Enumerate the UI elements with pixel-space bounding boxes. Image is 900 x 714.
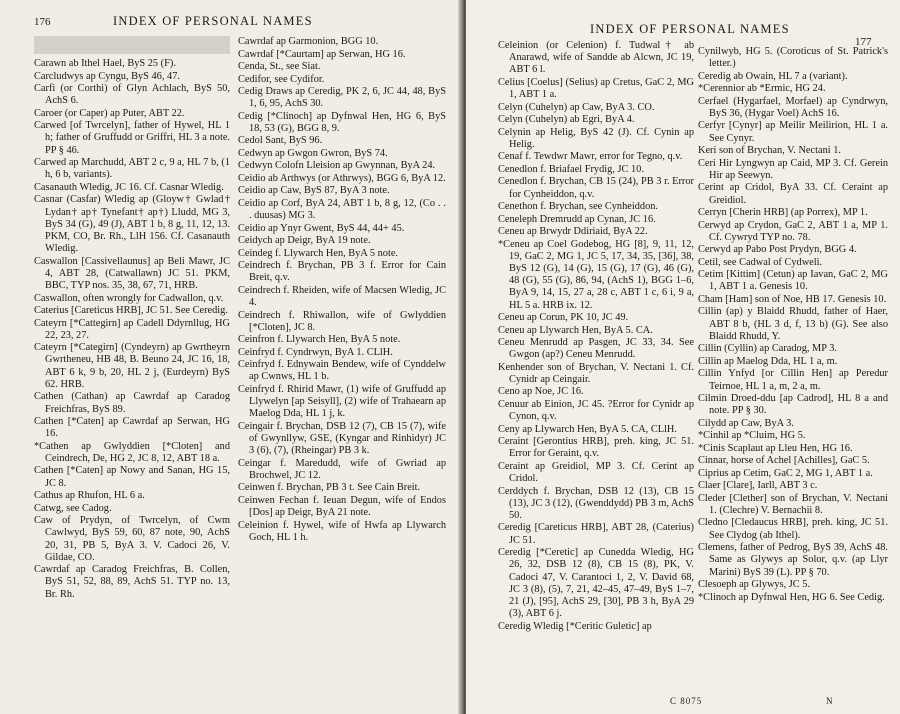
index-entry: Ceidio ap Corf, ByA 24, ABT 1 b, 8 g, 12, (Co . . . duusas) MG 3. bbox=[238, 197, 446, 222]
index-entry: Ceinwen Fechan f. Ieuan Degun, wife of Endos [Dos] ap Deigr, ByA 21 note. bbox=[238, 494, 446, 519]
index-entry: Cerryn [Cherin HRB] (ap Porrex), MP 1. bbox=[698, 207, 868, 219]
index-entry: Ceidych ap Deigr, ByA 19 note. bbox=[238, 235, 371, 247]
index-entry: Cawrdaf ap Garmonion, BGG 10. bbox=[238, 36, 379, 47]
right-page bbox=[466, 0, 900, 714]
index-entry: Ceidio ap Ynyr Gwent, ByS 44, 44+ 45. bbox=[238, 222, 405, 234]
index-entry: Cedwyn ap Gwgon Gwron, ByS 74. bbox=[238, 147, 388, 159]
index-entry: Keri son of Brychan, V. Nectani 1. bbox=[698, 145, 841, 157]
index-entry: Ciprius ap Cetim, GaC 2, MG 1, ABT 1 a. bbox=[698, 467, 873, 479]
index-entry: Cenuur ab Einion, JC 45. ?Error for Cynidr ap Cynon, q.v. bbox=[498, 398, 694, 423]
index-entry: Ceredig [Careticus HRB], ABT 28, (Caterius) JC 51. bbox=[498, 522, 694, 546]
index-entry: *Ceneu ap Coel Godebog, HG [8], 9, 11, 12, 19, GaC 2, MG 1, JC 5, 17, 34, 35, [36], 38, ByS 12 (G), 14 (G), 15 (G), 17 (G), 46 (G), 48 (G), 55 (G), 86, 94, (AchS 1), BGG 1–6, ByA 9, 14, 15, 27 a, 28 c, ABT 1 c, 6 i, 9 a, HL 5 a. HRB ix. 12. bbox=[498, 238, 694, 311]
index-entry: *Cerennior ab *Ermic, HG 24. bbox=[698, 83, 826, 95]
index-entry: Ceindrech f. Rhiwallon, wife of Gwlyddien [*Cloten], JC 8. bbox=[238, 309, 446, 333]
running-head-left: INDEX OF PERSONAL NAMES bbox=[113, 14, 313, 28]
index-column-left-1 bbox=[34, 58, 230, 601]
index-entry: Cateyrn [*Cattegirn] ap Cadell Ddyrnllug, HG 22, 23, 27. bbox=[34, 317, 230, 341]
index-column-left-2 bbox=[238, 36, 446, 544]
index-entry: Cetil, see Cadwal of Cydweli. bbox=[698, 256, 823, 268]
index-entry: Carwed [of Twrcelyn], father of Hywel, HL 1 h; father of Gruffudd or Griffri, HL 3 a note. PP § 46. bbox=[34, 120, 230, 156]
index-entry: Ceidio ab Arthwys (or Athrwys), BGG 6, ByA 12. bbox=[238, 172, 446, 184]
index-entry: Ceinfryd f. Cyndrwyn, ByA 1. CLlH. bbox=[238, 346, 393, 358]
index-entry: Cedifor, see Cydifor. bbox=[238, 73, 325, 85]
signature-mark: C 8075 bbox=[670, 696, 703, 706]
index-entry: Celeinion (or Celenion) f. Tudwal† ab Anarawd, wife of Sandde ab Alcwn, JC 19, ABT 6 l. bbox=[498, 40, 694, 76]
index-entry: Ceinfryd f. Ednywain Bendew, wife of Cynddelw ap Cwnws, HL 1 b. bbox=[238, 359, 446, 383]
index-entry: Caswallon [Cassivellaunus] ap Beli Mawr, JC 4, ABT 28, (Catwallawn) JC 51. PKM, BBC, TYP nos. 35, 38, 67, 71, HRB. bbox=[34, 255, 230, 292]
index-entry: Ceinfron f. Llywarch Hen, ByA 5 note. bbox=[238, 334, 401, 346]
index-entry: Celeinion f. Hywel, wife of Hwfa ap Llywarch Goch, HL 1 h. bbox=[238, 519, 446, 543]
index-entry: Cetim [Kittim] (Cetun) ap Iavan, GaC 2, MG 1, ABT 1 a. Genesis 10. bbox=[698, 269, 888, 293]
index-entry: Cynilwyb, HG 5. (Coroticus of St. Patrick's letter.) bbox=[698, 46, 888, 70]
index-entry: Caroer (or Caper) ap Puter, ABT 22. bbox=[34, 107, 185, 119]
index-entry: Carcludwys ap Cyngu, ByS 46, 47. bbox=[34, 70, 180, 82]
index-entry: *Clinoch ap Dyfnwal Hen, HG 6. See Cedig. bbox=[698, 591, 885, 603]
index-entry: Celius [Coelus] (Selius) ap Cretus, GaC 2, MG 1, ABT 1 a. bbox=[498, 76, 694, 101]
page-number-left: 176 bbox=[34, 16, 51, 28]
index-entry: Cenaf f. Tewdwr Mawr, error for Tegno, q.v. bbox=[498, 151, 683, 163]
index-entry: Ceredig [*Ceretic] ap Cunedda Wledig, HG 26, 32, DSB 12 (8), CB 15 (8), PK, V. Cadoci 47, V. Carantoci 1, 2, V. David 68, JC 3 (8), (5), 7, 21, 42–45, 47–49, ByS 1–7, 21 (J), [95], AchS 29, [30], PB 3 h, ByA 29 (3), ABT 6 j. bbox=[498, 547, 694, 620]
index-entry: Ceri Hir Lyngwyn ap Caid, MP 3. Cf. Gerein Hir ap Seewyn. bbox=[698, 157, 888, 181]
index-entry: Cerfael (Hygarfael, Morfael) ap Cyndrwyn, ByS 36, (Hygar Voel) AchS 16. bbox=[698, 95, 888, 119]
index-entry: Celynin ap Helig, ByS 42 (J). Cf. Cynin ap Helig. bbox=[498, 126, 694, 150]
page-number-right: 177 bbox=[855, 36, 872, 48]
index-entry: Cathen [*Caten] ap Nowy and Sanan, HG 15, JC 8. bbox=[34, 465, 230, 489]
index-column-right-2 bbox=[698, 46, 888, 604]
index-entry: Cedig [*Clinoch] ap Dyfnwal Hen, HG 6, ByS 18, 53 (G), BGG 8, 9. bbox=[238, 110, 446, 134]
index-entry: Cerfyr [Cynyr] ap Meilir Meilirion, HL 1 a. See Cynyr. bbox=[698, 120, 888, 144]
index-entry: Cathen (Cathan) ap Cawrdaf ap Caradog Freichfras, ByS 89. bbox=[34, 391, 230, 415]
index-entry: Cham [Ham] son of Noe, HB 17. Genesis 10. bbox=[698, 293, 887, 305]
index-entry: Cillin (ap) y Blaidd Rhudd, father of Haer, ABT 8 b, (HL 3 d, f, 13 b) (G). See also Blaidd Rhudd, Y. bbox=[698, 306, 888, 342]
index-entry: Ceneu Menrudd ap Pasgen, JC 33, 34. See Gwgon (ap?) Ceneu Menrudd. bbox=[498, 337, 694, 361]
index-entry: Caterius [Careticus HRB], JC 51. See Ceredig. bbox=[34, 305, 228, 317]
index-entry: Ceredig ab Owain, HL 7 a (variant). bbox=[698, 70, 848, 82]
index-entry: Cerddych f. Brychan, DSB 12 (13), CB 15 (13), JC 3 (12), (Gwenddydd) PB 3 m, AchS 50. bbox=[498, 485, 694, 521]
running-head-right: INDEX OF PERSONAL NAMES bbox=[590, 22, 790, 36]
index-entry: Claer [Clare], Iarll, ABT 3 c. bbox=[698, 480, 818, 492]
index-entry: Ceingar f. Maredudd, wife of Gwriad ap Brochwel, JC 12. bbox=[238, 457, 446, 481]
index-entry: Ceidio ap Caw, ByS 87, ByA 3 note. bbox=[238, 185, 390, 197]
index-entry: Casnar (Casfar) Wledig ap (Gloyw† Gwlad† Lydan† ap† Tynefant† ap†) Lludd, MG 3, ByS 34 (G), 49 (J), ABT 1 b, 8 g, 11, 12, 13. PKM, CO, Br. Rh., LlH 156. Cf. Casanauth Wledig. bbox=[34, 194, 230, 255]
index-entry: Ceneu ap Brwydr Ddiriaid, ByA 22. bbox=[498, 226, 648, 238]
index-entry: Celyn (Cuhelyn) ap Caw, ByA 3. CO. bbox=[498, 101, 655, 113]
index-entry: Ceraint [Gerontius HRB], preh. king, JC 51. Error for Geraint, q.v. bbox=[498, 436, 694, 460]
index-entry: Caw of Prydyn, of Twrcelyn, of Cwm Cawlwyd, ByS 59, 60, 87 note, 90, AchS 20, 31, PB 5, ByA 3. V. Cadoci 26, V. Gildae, CO. bbox=[34, 515, 230, 563]
index-entry: Ceredig Wledig [*Ceritic Guletic] ap bbox=[498, 620, 652, 632]
index-entry: Clesoeph ap Glywys, JC 5. bbox=[698, 579, 811, 591]
index-entry: Casanauth Wledig, JC 16. Cf. Casnar Wledig. bbox=[34, 181, 224, 193]
index-entry: Ceneu ap Corun, PK 10, JC 49. bbox=[498, 312, 629, 324]
index-entry: Cillin (Cyllin) ap Caradog, MP 3. bbox=[698, 343, 837, 355]
index-entry: Ceindrech f. Brychan, PB 3 f. Error for Cain Breit, q.v. bbox=[238, 260, 446, 284]
index-entry: Cenethon f. Brychan, see Cynheiddon. bbox=[498, 201, 659, 213]
index-entry: Cilydd ap Caw, ByA 3. bbox=[698, 417, 794, 429]
index-entry: Cillin Ynfyd [or Cillin Hen] ap Peredur Teirnoe, HL 1 a, m, 2 a, m. bbox=[698, 368, 888, 392]
index-entry: *Cathen ap Gwlyddien [*Cloten] and Ceindrech, De, HG 2, JC 8, 12, ABT 18 a. bbox=[34, 440, 230, 464]
index-entry: Ceinwen f. Brychan, PB 3 t. See Cain Breit. bbox=[238, 482, 421, 494]
index-entry: *Cinis Scaplaut ap Lleu Hen, HG 16. bbox=[698, 442, 853, 454]
signature-letter: N bbox=[826, 696, 834, 706]
index-entry: Caswallon, often wrongly for Cadwallon, q.v. bbox=[34, 292, 224, 304]
index-entry: *Cinhil ap *Cluim, HG 5. bbox=[698, 430, 806, 442]
index-entry: Cillin ap Maelog Dda, HL 1 a, m. bbox=[698, 355, 838, 367]
index-column-right-1 bbox=[498, 40, 694, 633]
index-entry: Cawrdaf [*Caurtam] ap Serwan, HG 16. bbox=[238, 48, 406, 60]
index-entry: Catwg, see Cadog. bbox=[34, 502, 112, 514]
index-entry: Carfi (or Corthi) of Glyn Achlach, ByS 50, AchS 6. bbox=[34, 83, 230, 107]
index-entry: Cledno [Cledaucus HRB], preh. king, JC 51. See Clydog (ab Ithel). bbox=[698, 517, 888, 541]
index-entry: Cenedlon f. Brychan, CB 15 (24), PB 3 r. Error for Cynheiddon, q.v. bbox=[498, 176, 694, 200]
index-entry: Ceindeg f. Llywarch Hen, ByA 5 note. bbox=[238, 247, 399, 259]
index-entry: Clemens, father of Pedrog, ByS 39, AchS 48. Same as Glywys ap Solor, q.v. (ap Llyr Marini) ByS 39 (L). PP § 70. bbox=[698, 542, 888, 578]
index-entry: Ceny ap Llywarch Hen, ByA 5. CA, CLlH. bbox=[498, 423, 677, 435]
index-entry: Ceindrech f. Rheiden, wife of Macsen Wledig, JC 4. bbox=[238, 284, 446, 309]
redacted-region bbox=[34, 36, 230, 54]
index-entry: Carwed ap Marchudd, ABT 2 c, 9 a, HL 7 b, (1 h, 6 b, variants). bbox=[34, 157, 230, 181]
index-entry: Cerint ap Cridol, ByA 33. Cf. Ceraint ap Greidiol. bbox=[698, 182, 888, 206]
index-entry: Cleder [Clether] son of Brychan, V. Nectani 1. (Clechre) V. Bernachii 8. bbox=[698, 492, 888, 516]
index-entry: Cedwyn Colofn Lleision ap Gwynnan, ByA 24. bbox=[238, 160, 436, 172]
index-entry: Cinnar, horse of Achel [Achilles], GaC 5. bbox=[698, 455, 870, 467]
index-entry: Celyn (Cuhelyn) ab Egri, ByA 4. bbox=[498, 114, 635, 126]
index-entry: Ceinfryd f. Rhirid Mawr, (1) wife of Gruffudd ap Llywelyn [ap Seisyll], (2) wife of Trahaearn ap Maelog Dda, HL 1 j, k. bbox=[238, 383, 446, 420]
index-entry: Cedig Draws ap Ceredig, PK 2, 6, JC 44, 48, ByS 1, 6, 95, AchS 30. bbox=[238, 86, 446, 110]
index-entry: Ceraint ap Greidiol, MP 3. Cf. Cerint ap Cridol. bbox=[498, 460, 694, 485]
index-entry: Cathus ap Rhufon, HL 6 a. bbox=[34, 490, 145, 502]
index-entry: Kenhender son of Brychan, V. Nectani 1. Cf. Cynidr ap Ceingair. bbox=[498, 361, 694, 385]
index-entry: Cedol Sant, ByS 96. bbox=[238, 135, 323, 147]
index-entry: Ceneleph Dremrudd ap Cynan, JC 16. bbox=[498, 213, 656, 225]
index-entry: Ceneu ap Llywarch Hen, ByA 5. CA. bbox=[498, 324, 653, 336]
index-entry: Carawn ab Ithel Hael, ByS 25 (F). bbox=[34, 58, 176, 69]
index-entry: Cerwyd ap Crydon, GaC 2, ABT 1 a, MP 1. Cf. Cywryd TYP no. 78. bbox=[698, 219, 888, 243]
index-entry: Cateyrn [*Categirn] (Cyndeyrn) ap Gwrtheyrn Gwrtheneu, HB 48, B. Beuno 24, JC 16, 18, ABT 6 k, 9 b, 20, HL 2 j, (Eurdeyrn) ByS 62. HRB. bbox=[34, 342, 230, 390]
index-entry: Cilmin Droed-ddu [ap Cadrod], HL 8 a and note. PP § 30. bbox=[698, 393, 888, 417]
index-entry: Cenedlon f. Briafael Frydig, JC 10. bbox=[498, 163, 644, 175]
index-entry: Ceno ap Noe, JC 16. bbox=[498, 386, 584, 398]
index-entry: Cawrdaf ap Caradog Freichfras, B. Collen, ByS 51, 52, 88, 89, AchS 51. TYP no. 13, Br. Rh. bbox=[34, 564, 230, 600]
index-entry: Cerwyd ap Pabo Post Prydyn, BGG 4. bbox=[698, 244, 857, 256]
index-entry: Ceingair f. Brychan, DSB 12 (7), CB 15 (7), wife of Gwynllyw, GSE, (Kyngar and Rinhidyr) JC 3 (6), (7), (Rheingar) PB 3 k. bbox=[238, 420, 446, 457]
index-entry: Cathen [*Caten] ap Cawrdaf ap Serwan, HG 16. bbox=[34, 416, 230, 440]
index-entry: Cenda, St., see Siat. bbox=[238, 61, 321, 72]
